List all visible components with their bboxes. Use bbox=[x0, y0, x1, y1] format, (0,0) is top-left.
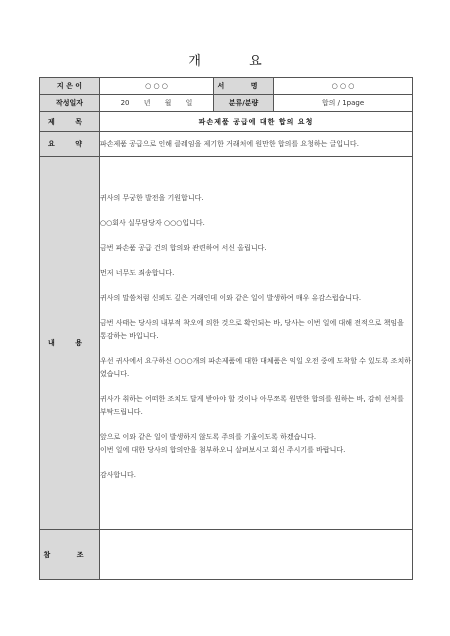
page-title: 개 요 bbox=[188, 54, 284, 69]
summary-row bbox=[40, 132, 413, 157]
content-paragraph: 앞으로 이와 같은 일이 발생하지 않도록 주의를 기울이도록 하겠습니다. bbox=[100, 433, 317, 441]
document-form bbox=[39, 77, 413, 580]
signature-label: 서 명 bbox=[214, 78, 274, 95]
content-paragraph: ○○회사 실무담당자 ○○○입니다. bbox=[100, 219, 205, 227]
content-paragraph: 귀사의 무궁한 발전을 기원합니다. bbox=[100, 194, 204, 202]
content-paragraph: 먼저 너무도 죄송합니다. bbox=[100, 269, 175, 277]
summary-value[interactable]: 파손제품 공급으로 인해 클레임을 제기한 거래처에 원만한 합의를 요청하는 글입니다. bbox=[100, 132, 413, 157]
date-row bbox=[40, 95, 413, 112]
author-value[interactable]: ○ ○ ○ bbox=[100, 78, 214, 95]
reference-label: 참 조 bbox=[40, 530, 100, 580]
author-label: 지 은 이 bbox=[40, 78, 100, 95]
date-value[interactable]: 20 년 월 일 bbox=[100, 95, 214, 112]
content-paragraph: 귀사가 취하는 어떠한 조치도 달게 받아야 할 것이나 아무쪼록 원만한 합의를 원하는 바, 감히 선처를 부탁드립니다. bbox=[100, 395, 404, 416]
reference-row bbox=[40, 530, 413, 580]
content-label: 내 용 bbox=[40, 157, 100, 530]
subject-value[interactable]: 파손제품 공급에 대한 합의 요청 bbox=[100, 112, 413, 132]
subject-label: 제 목 bbox=[40, 112, 100, 132]
category-label: 분류/분량 bbox=[214, 95, 274, 112]
content-body[interactable] bbox=[100, 157, 413, 530]
author-row bbox=[40, 78, 413, 95]
date-label: 작성일자 bbox=[40, 95, 100, 112]
reference-value[interactable] bbox=[100, 530, 413, 580]
category-value[interactable]: 합의 / 1page bbox=[274, 95, 413, 112]
subject-row bbox=[40, 112, 413, 132]
content-paragraph: 감사합니다. bbox=[100, 471, 137, 479]
content-paragraph: 금번 사태는 당사의 내부적 착오에 의한 것으로 확인되는 바, 당사는 이번 일에 대해 전적으로 책임을 통감하는 바입니다. bbox=[100, 319, 404, 340]
content-paragraph: 우선 귀사에서 요구하신 ○○○개의 파손제품에 대한 대체품은 익일 오전 중에 도착할 수 있도록 조치하였습니다. bbox=[100, 357, 411, 378]
content-paragraph: 귀사의 말씀처럼 신뢰도 깊은 거래인데 이와 같은 일이 발생하여 매우 유감스럽습니다. bbox=[100, 294, 362, 302]
content-paragraph: 이번 일에 대한 당사의 합의안을 첨부하오니 살펴보시고 회신 주시기를 바랍니다. bbox=[100, 446, 346, 454]
signature-value[interactable]: ○ ○ ○ bbox=[274, 78, 413, 95]
content-row bbox=[40, 157, 413, 530]
content-paragraph: 금번 파손품 공급 건의 합의와 관련하여 서신 올립니다. bbox=[100, 244, 267, 252]
summary-label: 요 약 bbox=[40, 132, 100, 157]
